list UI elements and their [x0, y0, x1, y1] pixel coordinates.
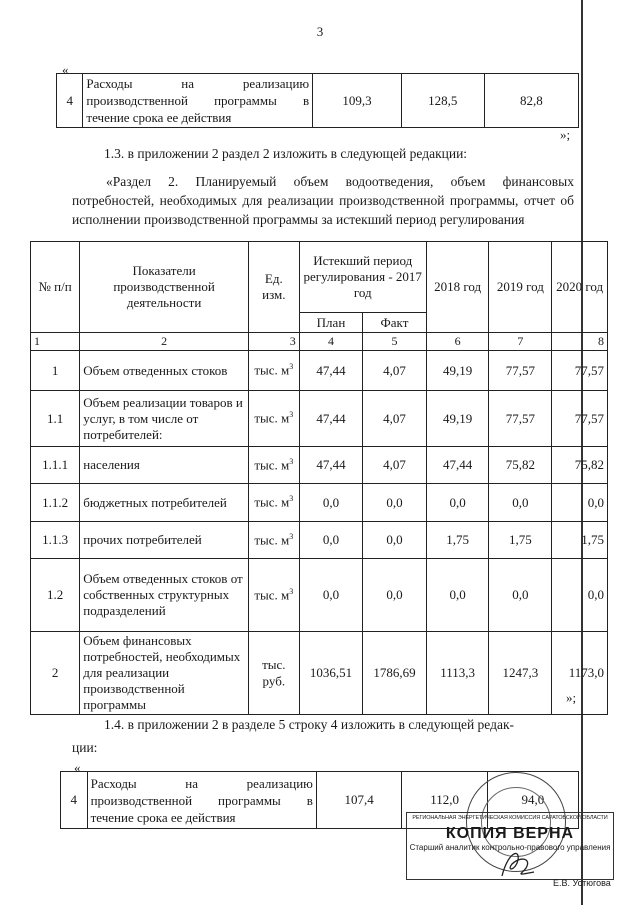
table-row [31, 559, 608, 632]
paragraph-1-3-quote: «Раздел 2. Планируемый объем водоотведения, объем финансовых потребностей, необходимых для реализации производственной программы, отчет об исполнении производственной программы за истекший период регулирования [72, 174, 574, 227]
row-2020: 1,75 [552, 522, 608, 559]
row-label: Расходы на реализацию производственной программы в течение срока ее действия [83, 74, 313, 128]
table-row [31, 351, 608, 391]
row-2020: 77,57 [552, 351, 608, 391]
row-unit: тыс. $м^3$ [248, 351, 299, 391]
row-fact: 0,0 [363, 522, 426, 559]
stamp-organization: РЕГИОНАЛЬНАЯ ЭНЕРГЕТИЧЕСКАЯ КОМИССИЯ САРАТОВСКОЙ ОБЛАСТИ [412, 815, 608, 821]
header-2018: 2018 год [426, 242, 489, 333]
row-plan: 47,44 [299, 351, 362, 391]
table-row [31, 522, 608, 559]
header-plan: План [299, 313, 362, 333]
row-2018: 0,0 [426, 559, 489, 632]
row-number: 1.1.1 [31, 447, 80, 484]
handwritten-signature [498, 846, 538, 880]
row-number: 4 [61, 772, 88, 829]
row-2020: 1173,0 [552, 632, 608, 715]
header-fact: Факт [363, 313, 426, 333]
colnum: 4 [299, 333, 362, 351]
row-2019: 1247,3 [489, 632, 552, 715]
row-2019: 77,57 [489, 351, 552, 391]
row-plan: 47,44 [299, 391, 362, 447]
header-period: Истекший период регулирования - 2017 год [299, 242, 426, 313]
row-number: 1.1.2 [31, 484, 80, 522]
table-row [31, 484, 608, 522]
row-number: 1 [31, 351, 80, 391]
value-cell: 82,8 [484, 74, 578, 128]
paragraph-1-4: 1.4. в приложении 2 в разделе 5 строку 4 изложить в следующей редак- [104, 717, 515, 732]
signature-line [450, 879, 550, 880]
row-indicator: Объем отведенных стоков [80, 351, 249, 391]
table-row [57, 74, 579, 128]
row-2019: 1,75 [489, 522, 552, 559]
row-unit: тыс. руб. [248, 632, 299, 715]
row-plan: 1036,51 [299, 632, 362, 715]
colnum: 1 [31, 333, 80, 351]
row-indicator: Объем отведенных стоков от собственных структурных подразделений [80, 559, 249, 632]
row-unit: тыс. $м^3$ [248, 484, 299, 522]
table-row [31, 391, 608, 447]
row-number: 1.1 [31, 391, 80, 447]
stamp-title: КОПИЯ ВЕРНА [445, 825, 575, 842]
row-label: Расходы на реализацию производственной программы в течение срока ее действия [87, 772, 316, 829]
row-unit: тыс. $м^3$ [248, 447, 299, 484]
row-2019: 0,0 [489, 484, 552, 522]
header-num: № п/п [31, 242, 80, 333]
value-cell: 128,5 [401, 74, 484, 128]
top-expense-table [56, 73, 579, 128]
row-2019: 0,0 [489, 559, 552, 632]
row-indicator: Объем реализации товаров и услуг, в том числе от потребителей: [80, 391, 249, 447]
close-quote-main: »; [566, 690, 577, 705]
stamp-position: Старший аналитик контрольно-правового управления [409, 843, 611, 852]
row-indicator: Объем финансовых потребностей, необходимых для реализации производственной программы [80, 632, 249, 715]
row-2018: 1,75 [426, 522, 489, 559]
paragraph-1-4-end: ции: [72, 740, 98, 755]
table-row [31, 632, 608, 715]
row-2020: 77,57 [552, 391, 608, 447]
row-unit: тыс. $м^3$ [248, 559, 299, 632]
row-2020: 0,0 [552, 559, 608, 632]
row-indicator: бюджетных потребителей [80, 484, 249, 522]
open-quote-top: « [62, 62, 69, 77]
open-quote-bottom: « [74, 760, 81, 775]
header-unit: Ед. изм. [248, 242, 299, 333]
row-fact: 4,07 [363, 391, 426, 447]
page-number: 3 [316, 24, 324, 39]
row-indicator: населения [80, 447, 249, 484]
header-indicator: Показатели производственной деятельности [80, 242, 249, 333]
row-2019: 75,82 [489, 447, 552, 484]
water-disposal-table [30, 241, 608, 715]
row-unit: тыс. $м^3$ [248, 522, 299, 559]
table-row [31, 447, 608, 484]
paragraph-1-3: 1.3. в приложении 2 раздел 2 изложить в следующей редакции: [104, 146, 468, 161]
value-cell: 109,3 [313, 74, 402, 128]
close-quote-top: »; [560, 127, 571, 142]
row-fact: 4,07 [363, 351, 426, 391]
row-2018: 1113,3 [426, 632, 489, 715]
colnum: 2 [80, 333, 249, 351]
row-fact: 1786,69 [363, 632, 426, 715]
row-fact: 4,07 [363, 447, 426, 484]
row-fact: 0,0 [363, 559, 426, 632]
row-plan: 47,44 [299, 447, 362, 484]
colnum: 3 [248, 333, 299, 351]
row-number: 2 [31, 632, 80, 715]
row-plan: 0,0 [299, 484, 362, 522]
column-number-row [31, 333, 608, 351]
row-number: 1.1.3 [31, 522, 80, 559]
row-number: 1.2 [31, 559, 80, 632]
row-plan: 0,0 [299, 522, 362, 559]
row-fact: 0,0 [363, 484, 426, 522]
colnum: 7 [489, 333, 552, 351]
colnum: 6 [426, 333, 489, 351]
row-2020: 0,0 [552, 484, 608, 522]
header-2020: 2020 год [552, 242, 608, 333]
row-unit: тыс. $м^3$ [248, 391, 299, 447]
signer-name: Е.В. Устюгова [553, 878, 611, 888]
row-number: 4 [57, 74, 83, 128]
row-2018: 49,19 [426, 391, 489, 447]
row-2020: 75,82 [552, 447, 608, 484]
header-row [31, 242, 608, 313]
row-2018: 0,0 [426, 484, 489, 522]
row-plan: 0,0 [299, 559, 362, 632]
value-cell: 112,0 [402, 772, 487, 829]
row-2018: 47,44 [426, 447, 489, 484]
colnum: 5 [363, 333, 426, 351]
row-indicator: прочих потребителей [80, 522, 249, 559]
row-2018: 49,19 [426, 351, 489, 391]
row-2019: 77,57 [489, 391, 552, 447]
colnum: 8 [552, 333, 608, 351]
header-2019: 2019 год [489, 242, 552, 333]
value-cell: 94,0 [487, 772, 578, 829]
value-cell: 107,4 [316, 772, 401, 829]
